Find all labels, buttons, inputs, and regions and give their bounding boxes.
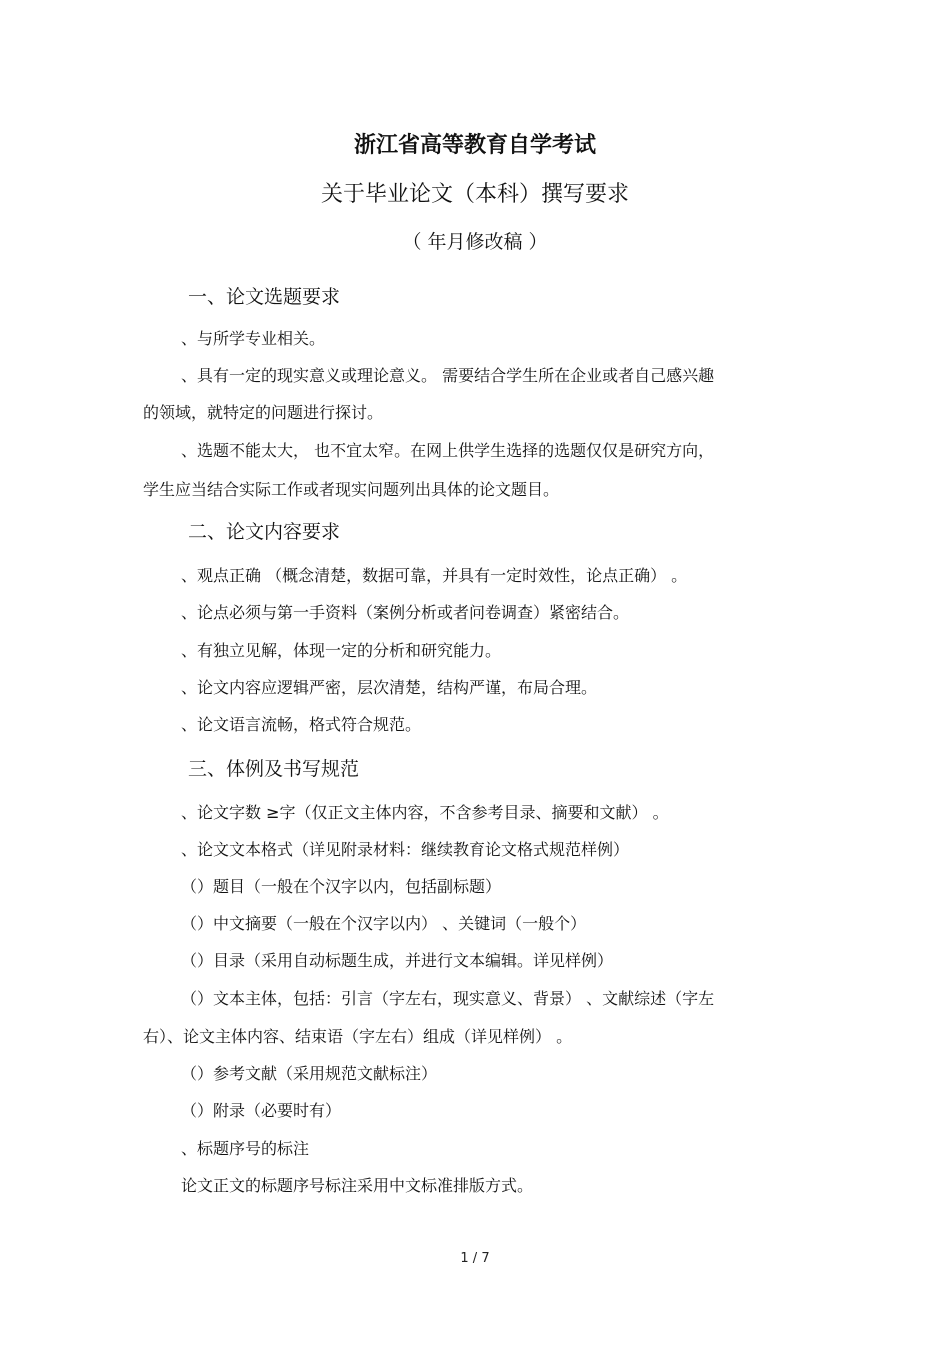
paragraph-line: 论文正文的标题序号标注采用中文标准排版方式。 [181,1176,534,1195]
list-item: （）附录（必要时有） [181,1101,342,1120]
section-heading-3: 三、体例及书写规范 [188,758,360,780]
paragraph-line: 的领域，就特定的问题进行探讨。 [143,403,384,422]
paragraph-line: 、与所学专业相关。 [181,329,326,348]
paragraph-line: 、标题序号的标注 [181,1139,310,1158]
paragraph-line: 、论文语言流畅，格式符合规范。 [181,715,422,734]
paragraph-line: 、选题不能太大， 也不宜太窄。在网上供学生选择的选题仅仅是研究方向， [181,441,715,460]
list-item: （）题目（一般在个汉字以内，包括副标题） [181,877,502,896]
section-heading-2: 二、论文内容要求 [188,521,341,543]
paragraph-line: 、观点正确 （概念清楚，数据可靠，并具有一定时效性，论点正确） 。 [181,566,688,585]
paragraph-line: 、论点必须与第一手资料（案例分析或者问卷调查）紧密结合。 [181,603,630,622]
paragraph-line: 、论文文本格式（详见附录材料：继续教育论文格式规范样例） [181,840,630,859]
list-item: （）文本主体，包括：引言（字左右，现实意义、背景） 、文献综述（字左 [181,989,715,1008]
paragraph-line: 、有独立见解，体现一定的分析和研究能力。 [181,641,502,660]
list-item: （）参考文献（采用规范文献标注） [181,1064,438,1083]
doc-revision-note: （ 年月修改稿 ） [402,231,548,253]
section-heading-1: 一、论文选题要求 [188,286,341,308]
page-number: 1 / 7 [460,1251,490,1266]
list-item: （）目录（采用自动标题生成，并进行文本编辑。详见样例） [181,951,614,970]
paragraph-line: 、具有一定的现实意义或理论意义。 需要结合学生所在企业或者自己感兴趣 [181,366,715,385]
doc-subtitle-title: 关于毕业论文（本科）撰写要求 [320,182,629,207]
paragraph-line: 学生应当结合实际工作或者现实问题列出具体的论文题目。 [143,480,560,499]
paragraph-line: 、论文内容应逻辑严密，层次清楚，结构严谨，布局合理。 [181,678,598,697]
doc-title: 浙江省高等教育自学考试 [353,133,596,158]
paragraph-line: 、论文字数 ≥字（仅正文主体内容，不含参考目录、摘要和文献） 。 [181,803,669,822]
list-item: （）中文摘要（一般在个汉字以内） 、关键词（一般个） [181,914,587,933]
paragraph-line: 右）、论文主体内容、结束语（字左右）组成（详见样例） 。 [143,1027,573,1046]
